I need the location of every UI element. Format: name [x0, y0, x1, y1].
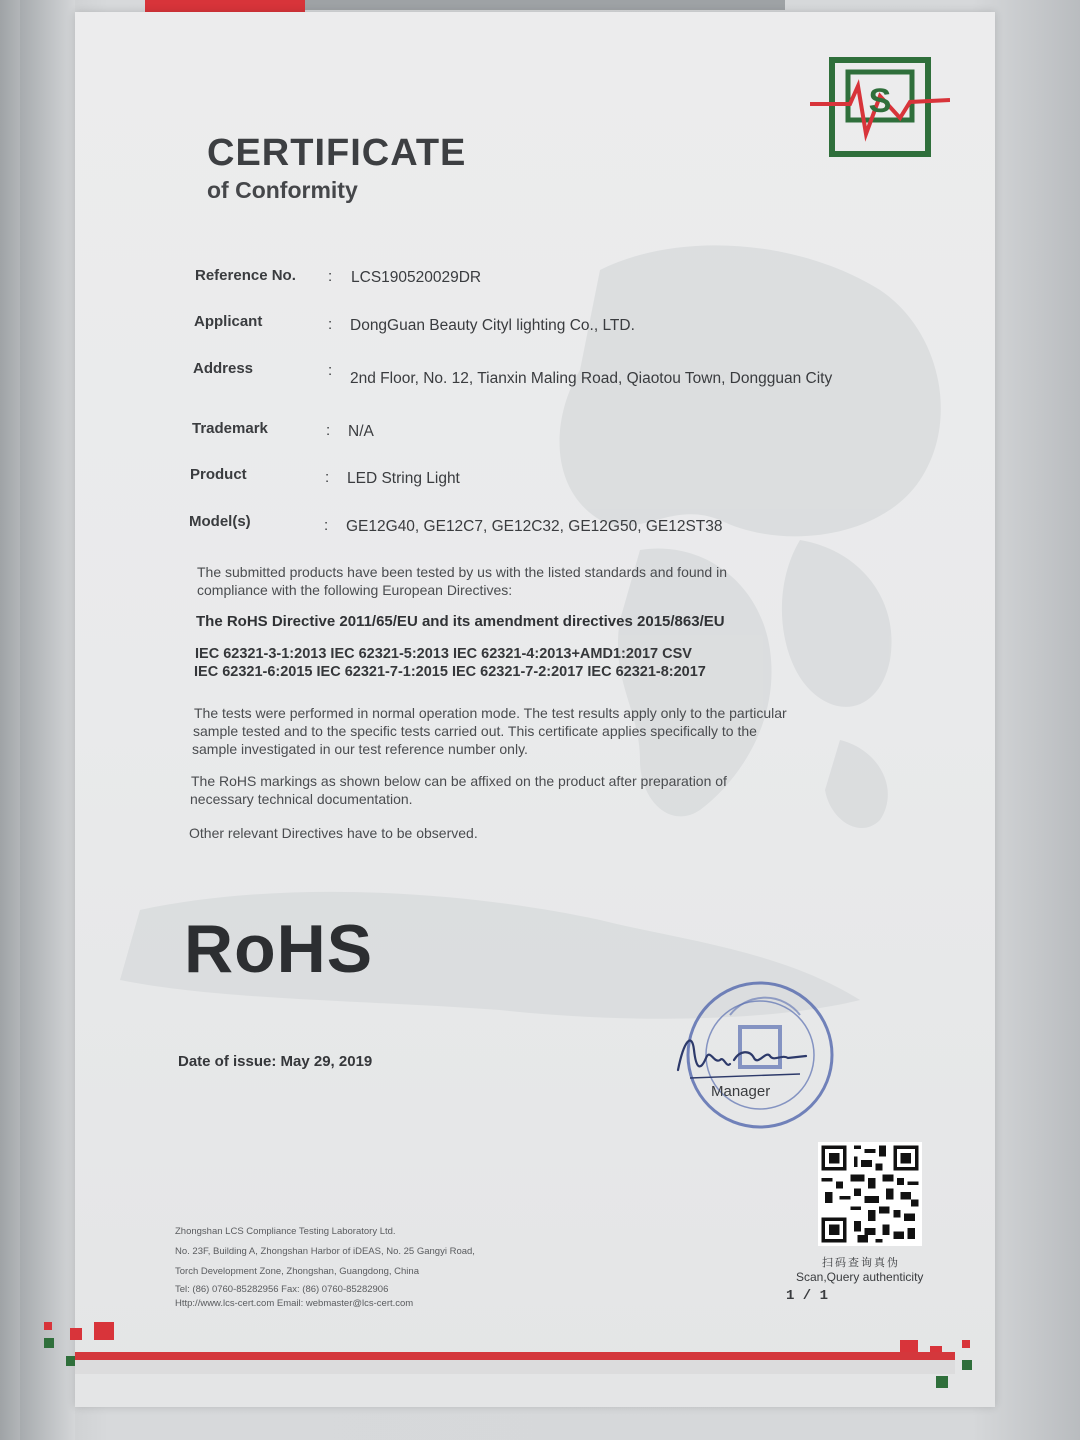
address-colon: :	[328, 362, 333, 379]
date-of-issue: Date of issue: May 29, 2019	[178, 1053, 373, 1070]
product-label: Product	[190, 466, 247, 483]
standards-line-2: IEC 62321-6:2015 IEC 62321-7-1:2015 IEC 62321-7-2:2017 IEC 62321-8:2017	[194, 664, 706, 680]
lab-address-2: Torch Development Zone, Zhongshan, Guangdong, China	[175, 1266, 419, 1277]
applicant-value: DongGuan Beauty Cityl lighting Co., LTD.	[350, 317, 635, 334]
decor-square	[44, 1338, 54, 1348]
rohs-mark: RoHS	[184, 911, 374, 987]
bottom-gray-band	[75, 1360, 955, 1374]
models-colon: :	[324, 517, 329, 534]
reference-label: Reference No.	[195, 267, 296, 284]
intro-line-2: compliance with the following European Directives:	[197, 582, 513, 598]
markings-line-2: necessary technical documentation.	[190, 791, 413, 807]
other-directives: Other relevant Directives have to be observed.	[189, 825, 478, 841]
tests-line-1: The tests were performed in normal operation mode. The test results apply only to the particular	[194, 705, 787, 721]
reference-colon: :	[328, 268, 333, 285]
trademark-value: N/A	[348, 423, 374, 440]
applicant-label: Applicant	[194, 313, 263, 330]
address-value: 2nd Floor, No. 12, Tianxin Maling Road, Qiaotou Town, Dongguan City	[350, 370, 833, 387]
tests-line-2: sample tested and to the specific tests carried out. This certificate applies specifically to the	[193, 723, 757, 739]
product-value: LED String Light	[347, 470, 460, 487]
lab-name: Zhongshan LCS Compliance Testing Laboratory Ltd.	[175, 1226, 396, 1237]
signatory-role: Manager	[711, 1083, 771, 1100]
address-label: Address	[193, 360, 254, 377]
models-label: Model(s)	[189, 513, 251, 530]
page-number: 1 / 1	[786, 1288, 829, 1304]
lab-web: Http://www.lcs-cert.com Email: webmaster@lcs-cert.com	[175, 1298, 414, 1309]
sleeve-edge	[20, 0, 75, 1440]
qr-code[interactable]	[818, 1142, 922, 1246]
lab-phone: Tel: (86) 0760-85282956 Fax: (86) 0760-85282906	[175, 1284, 389, 1295]
decor-square	[962, 1360, 972, 1370]
applicant-colon: :	[328, 316, 333, 333]
certificate-title: CERTIFICATE	[207, 132, 467, 174]
decor-square	[94, 1322, 114, 1340]
tests-line-3: sample investigated in our test reference number only.	[192, 741, 528, 757]
qr-caption-chinese: 扫码查询真伪	[822, 1257, 900, 1269]
models-value: GE12G40, GE12C7, GE12C32, GE12G50, GE12ST38	[346, 518, 723, 535]
lcs-logo	[810, 56, 950, 160]
product-colon: :	[325, 469, 330, 486]
certificate-subtitle: of Conformity	[207, 177, 358, 203]
lab-address-1: No. 23F, Building A, Zhongshan Harbor of iDEAS, No. 25 Gangyi Road,	[175, 1246, 475, 1257]
reference-value: LCS190520029DR	[351, 269, 482, 286]
qr-caption-english: Scan,Query authenticity	[796, 1270, 924, 1284]
decor-square	[44, 1322, 52, 1330]
trademark-label: Trademark	[192, 420, 268, 437]
decor-square	[936, 1376, 948, 1388]
rohs-directive: The RoHS Directive 2011/65/EU and its amendment directives 2015/863/EU	[196, 613, 725, 630]
logo-letter: S	[868, 82, 892, 120]
standards-line-1: IEC 62321-3-1:2013 IEC 62321-5:2013 IEC 62321-4:2013+AMD1:2017 CSV	[195, 646, 692, 662]
handwritten-signature	[670, 1020, 810, 1090]
bottom-red-band	[75, 1352, 955, 1360]
decor-square	[70, 1328, 82, 1340]
trademark-colon: :	[326, 422, 331, 439]
decor-square	[962, 1340, 970, 1348]
top-gray-band	[305, 0, 785, 10]
markings-line-1: The RoHS markings as shown below can be affixed on the product after preparation of	[191, 773, 727, 789]
intro-line-1: The submitted products have been tested by us with the listed standards and found in	[197, 564, 727, 580]
